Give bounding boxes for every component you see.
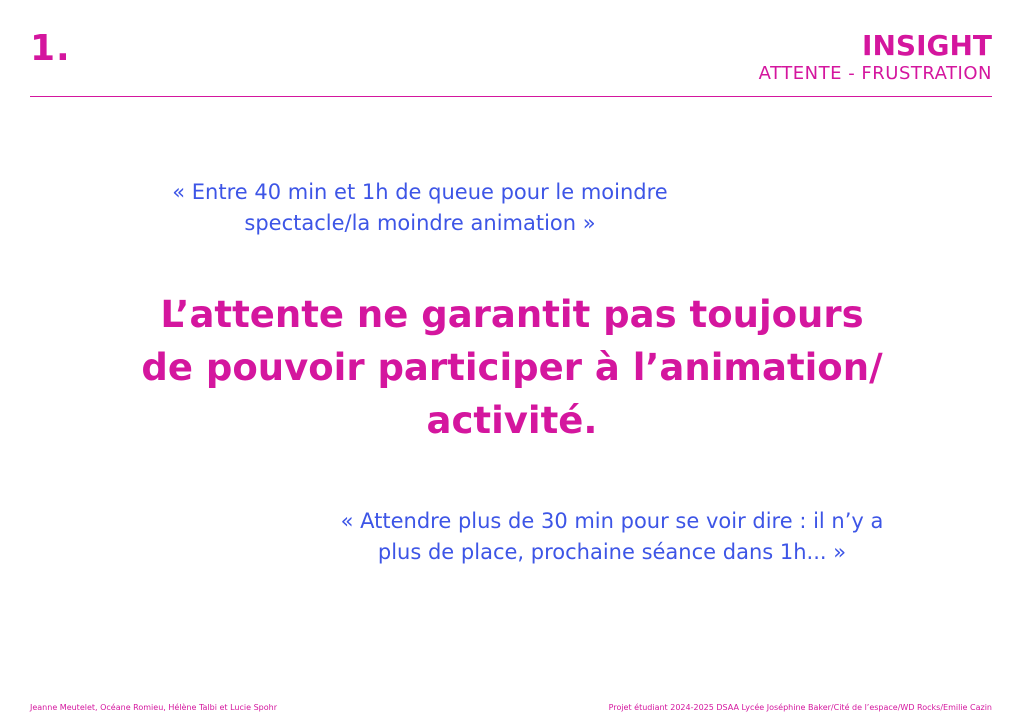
insight-line-3: activité.	[426, 399, 598, 442]
quote-top-line-2: spectacle/la moindre animation »	[244, 211, 596, 235]
header-block	[759, 30, 992, 86]
quote-top	[130, 177, 710, 239]
quote-bottom	[292, 506, 932, 568]
insight-statement	[112, 288, 912, 447]
footer-authors: Jeanne Meutelet, Océane Romieu, Hélène Talbi et Lucie Spohr	[30, 703, 277, 712]
header-title: INSIGHT	[862, 29, 992, 62]
insight-line-1: L’attente ne garantit pas toujours	[160, 293, 864, 336]
header-subtitle: ATTENTE - FRUSTRATION	[758, 63, 992, 84]
quote-bottom-line-1: « Attendre plus de 30 min pour se voir dire : il n’y a	[340, 509, 884, 533]
insight-line-2: de pouvoir participer à l’animation/	[141, 346, 883, 389]
header-divider	[30, 96, 992, 97]
footer-project: Projet étudiant 2024-2025 DSAA Lycée Joséphine Baker/Cité de l’espace/WD Rocks/Emilie Cazin	[608, 703, 992, 712]
quote-top-line-1: « Entre 40 min et 1h de queue pour le moindre	[172, 180, 668, 204]
quote-bottom-line-2: plus de place, prochaine séance dans 1h... »	[377, 540, 847, 564]
slide-number: 1.	[30, 28, 71, 69]
